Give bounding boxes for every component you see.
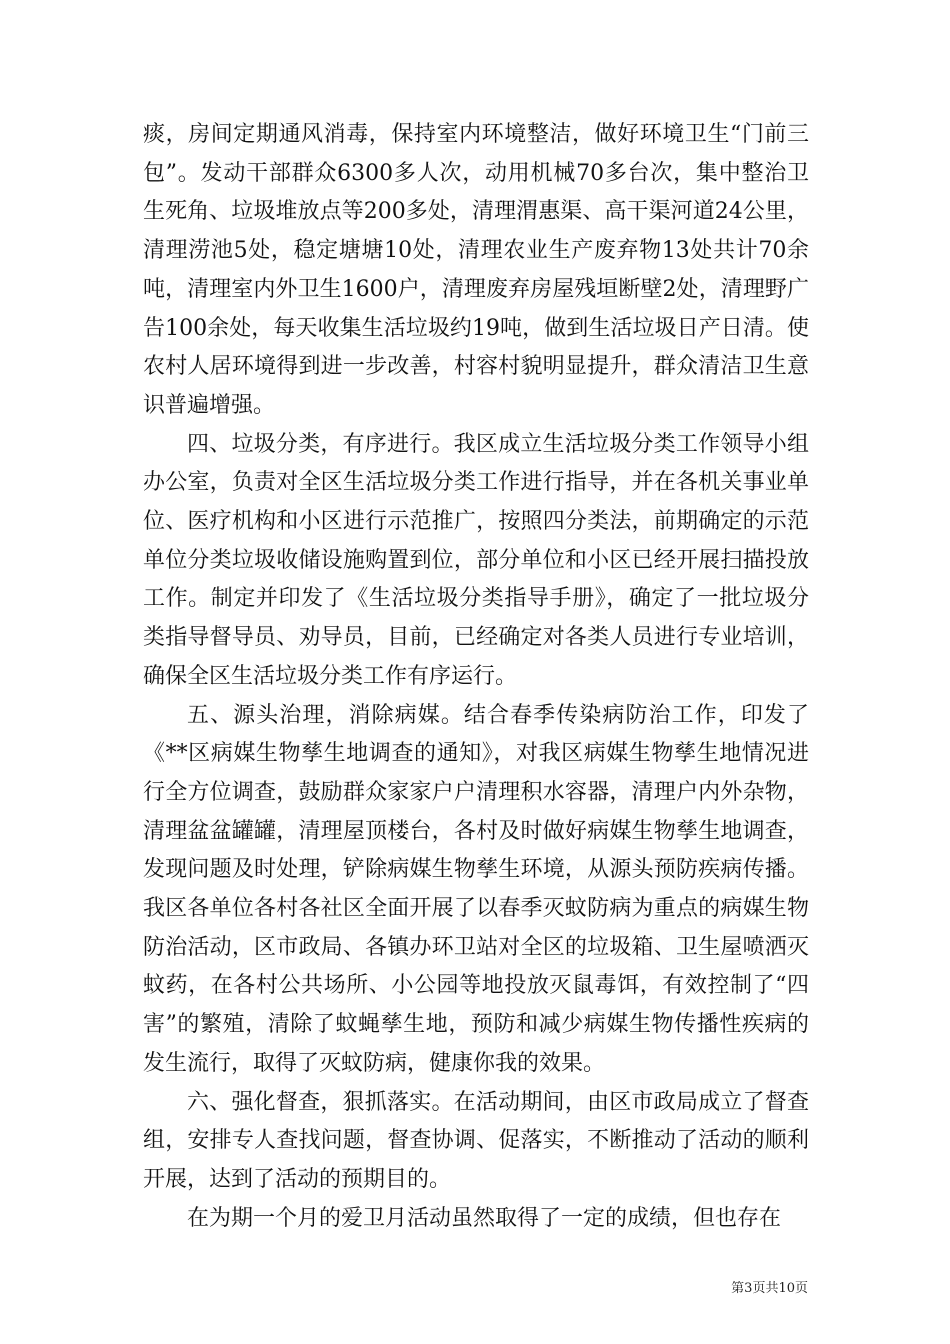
paragraph-summary-start: 在为期一个月的爱卫月活动虽然取得了一定的成绩，但也存在 <box>187 1205 782 1231</box>
paragraph-garbage-sorting: 四、垃圾分类，有序进行。我区成立生活垃圾分类工作领导小组办公室，负责对全区生活垃圾分类工作进行指导，并在各机关事业单位、医疗机构和小区进行示范推广，按照四分类法，前期确定的示范单位分类垃圾收储设施购置到位，部分单位和小区已经开展扫描投放工作。制定并印发了《生活垃圾分类指导手册》，确定了一批垃圾分类指导督导员、劝导员，目前，已经确定对各类人员进行专业培训，确保全区生活垃圾分类工作有序运行。 <box>143 431 809 689</box>
paragraph-continuation: 痰，房间定期通风消毒，保持室内环境整洁，做好环境卫生“门前三包”。发动干部群众6300多人次，动用机械70多台次，集中整治卫生死角、垃圾堆放点等200多处，清理渭惠渠、高干渠河道24公里，清理涝池5处，稳定塘塘10处，清理农业生产废弃物13处共计70余吨，清理室内外卫生1600户，清理废弃房屋残垣断壁2处，清理野广告100余处，每天收集生活垃圾约19吨，做到生活垃圾日产日清。使农村人居环境得到进一步改善，村容村貌明显提升，群众清洁卫生意识普遍增强。 <box>143 122 809 418</box>
paragraph-source-control: 五、源头治理，消除病媒。结合春季传染病防治工作，印发了《**区病媒生物孳生地调查的通知》，对我区病媒生物孳生地情况进行全方位调查，鼓励群众家家户户清理积水容器，清理户内外杂物，清理盆盆罐罐，清理屋顶楼台，各村及时做好病媒生物孳生地调查，发现问题及时处理，铲除病媒生物孳生环境，从源头预防疾病传播。我区各单位各村各社区全面开展了以春季灭蚊防病为重点的病媒生物防治活动，区市政局、各镇办环卫站对全区的垃圾箱、卫生屋喷洒灭蚊药，在各村公共场所、小公园等地投放灭鼠毒饵，有效控制了“四害”的繁殖，清除了蚊蝇孳生地，预防和减少病媒生物传播性疾病的发生流行，取得了灭蚊防病，健康你我的效果。 <box>143 702 809 1076</box>
page-number-footer: 第3页共10页 <box>731 1281 808 1296</box>
document-body <box>143 116 809 1238</box>
paragraph-supervision: 六、强化督查，狠抓落实。在活动期间，由区市政局成立了督查组，安排专人查找问题，督查协调、促落实，不断推动了活动的顺利开展，达到了活动的预期目的。 <box>143 1089 809 1192</box>
